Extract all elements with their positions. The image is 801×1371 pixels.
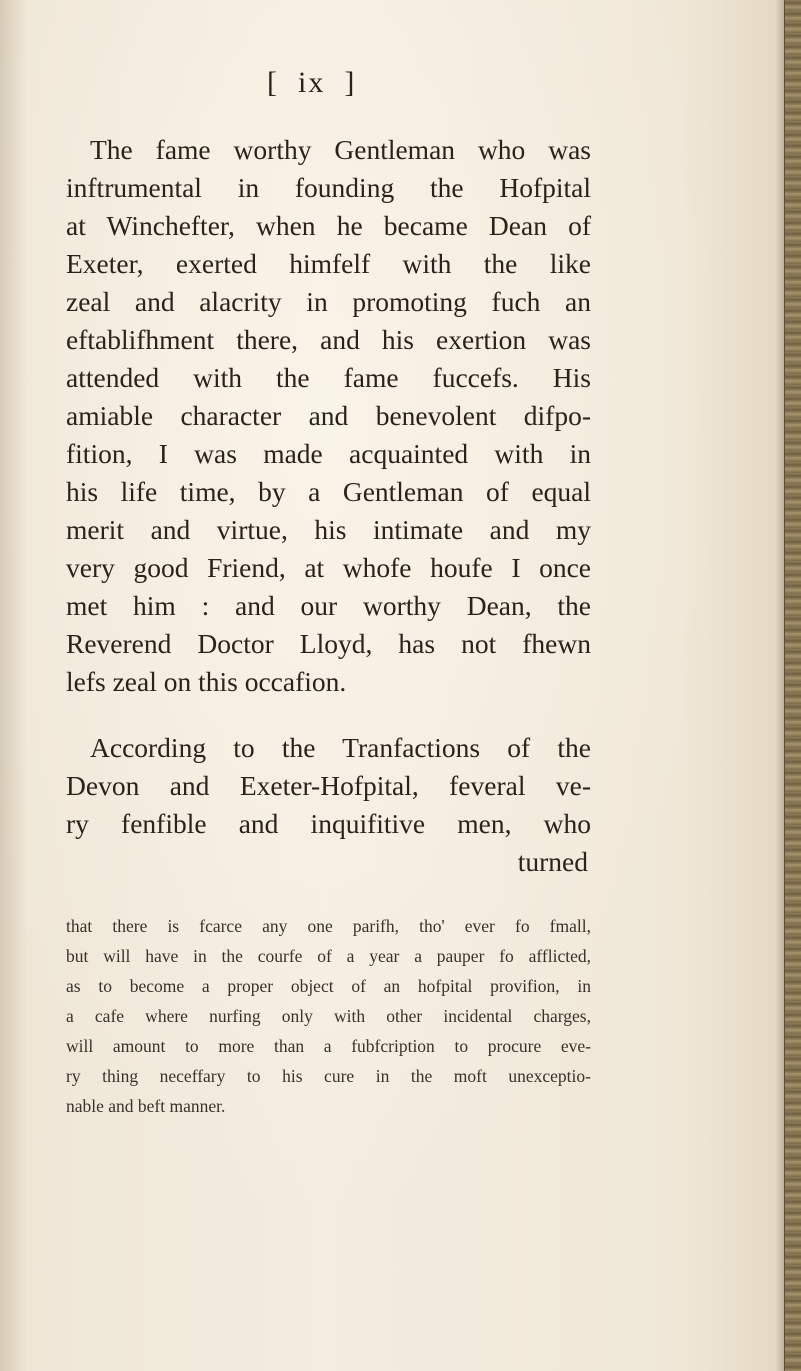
text-line: at Winchefter, when he became Dean of <box>66 210 591 241</box>
text-line: fition, I was made acquainted with in <box>66 438 591 469</box>
text-line: amiable character and benevolent difpo- <box>66 400 591 431</box>
footnote-line: nable and beft manner. <box>66 1096 226 1116</box>
page-shadow <box>0 0 28 1371</box>
footnote <box>66 911 591 1121</box>
footnote-line: that there is fcarce any one parifh, tho' ever fo fmall, <box>66 916 591 936</box>
text-line: Reverend Doctor Lloyd, has not fhewn <box>66 628 591 659</box>
text-line: eftablifhment there, and his exertion was <box>66 324 591 355</box>
text-line: The fame worthy Gentleman who was <box>90 134 591 165</box>
text-line: met him : and our worthy Dean, the <box>66 590 591 621</box>
text-line: ry fenfible and inquifitive men, who <box>66 808 591 839</box>
text-line: According to the Tranfactions of the <box>90 732 591 763</box>
text-line: lefs zeal on this occafion. <box>66 666 347 697</box>
text-line: his life time, by a Gentleman of equal <box>66 476 591 507</box>
paragraph-1 <box>66 131 591 701</box>
text-line: inftrumental in founding the Hofpital <box>66 172 591 203</box>
text-line: zeal and alacrity in promoting fuch an <box>66 286 591 317</box>
footnote-line: as to become a proper object of an hofpital provifion, in <box>66 976 591 996</box>
text-line: Devon and Exeter-Hofpital, feveral ve- <box>66 770 591 801</box>
book-binding-edge <box>784 0 801 1371</box>
footnote-line: a cafe where nurfing only with other incidental charges, <box>66 1006 591 1026</box>
footnote-line: ry thing neceffary to his cure in the moft unexceptio- <box>66 1066 591 1086</box>
footnote-line: but will have in the courfe of a year a pauper fo afflicted, <box>66 946 591 966</box>
catchword: turned <box>517 846 588 877</box>
text-line: attended with the fame fuccefs. His <box>66 362 591 393</box>
page-number-header: [ ix ] <box>267 66 357 99</box>
paragraph-2 <box>66 729 591 843</box>
text-line: Exeter, exerted himfelf with the like <box>66 248 591 279</box>
text-line: merit and virtue, his intimate and my <box>66 514 591 545</box>
text-line: very good Friend, at whofe houfe I once <box>66 552 591 583</box>
footnote-line: will amount to more than a fubfcription to procure eve- <box>66 1036 591 1056</box>
